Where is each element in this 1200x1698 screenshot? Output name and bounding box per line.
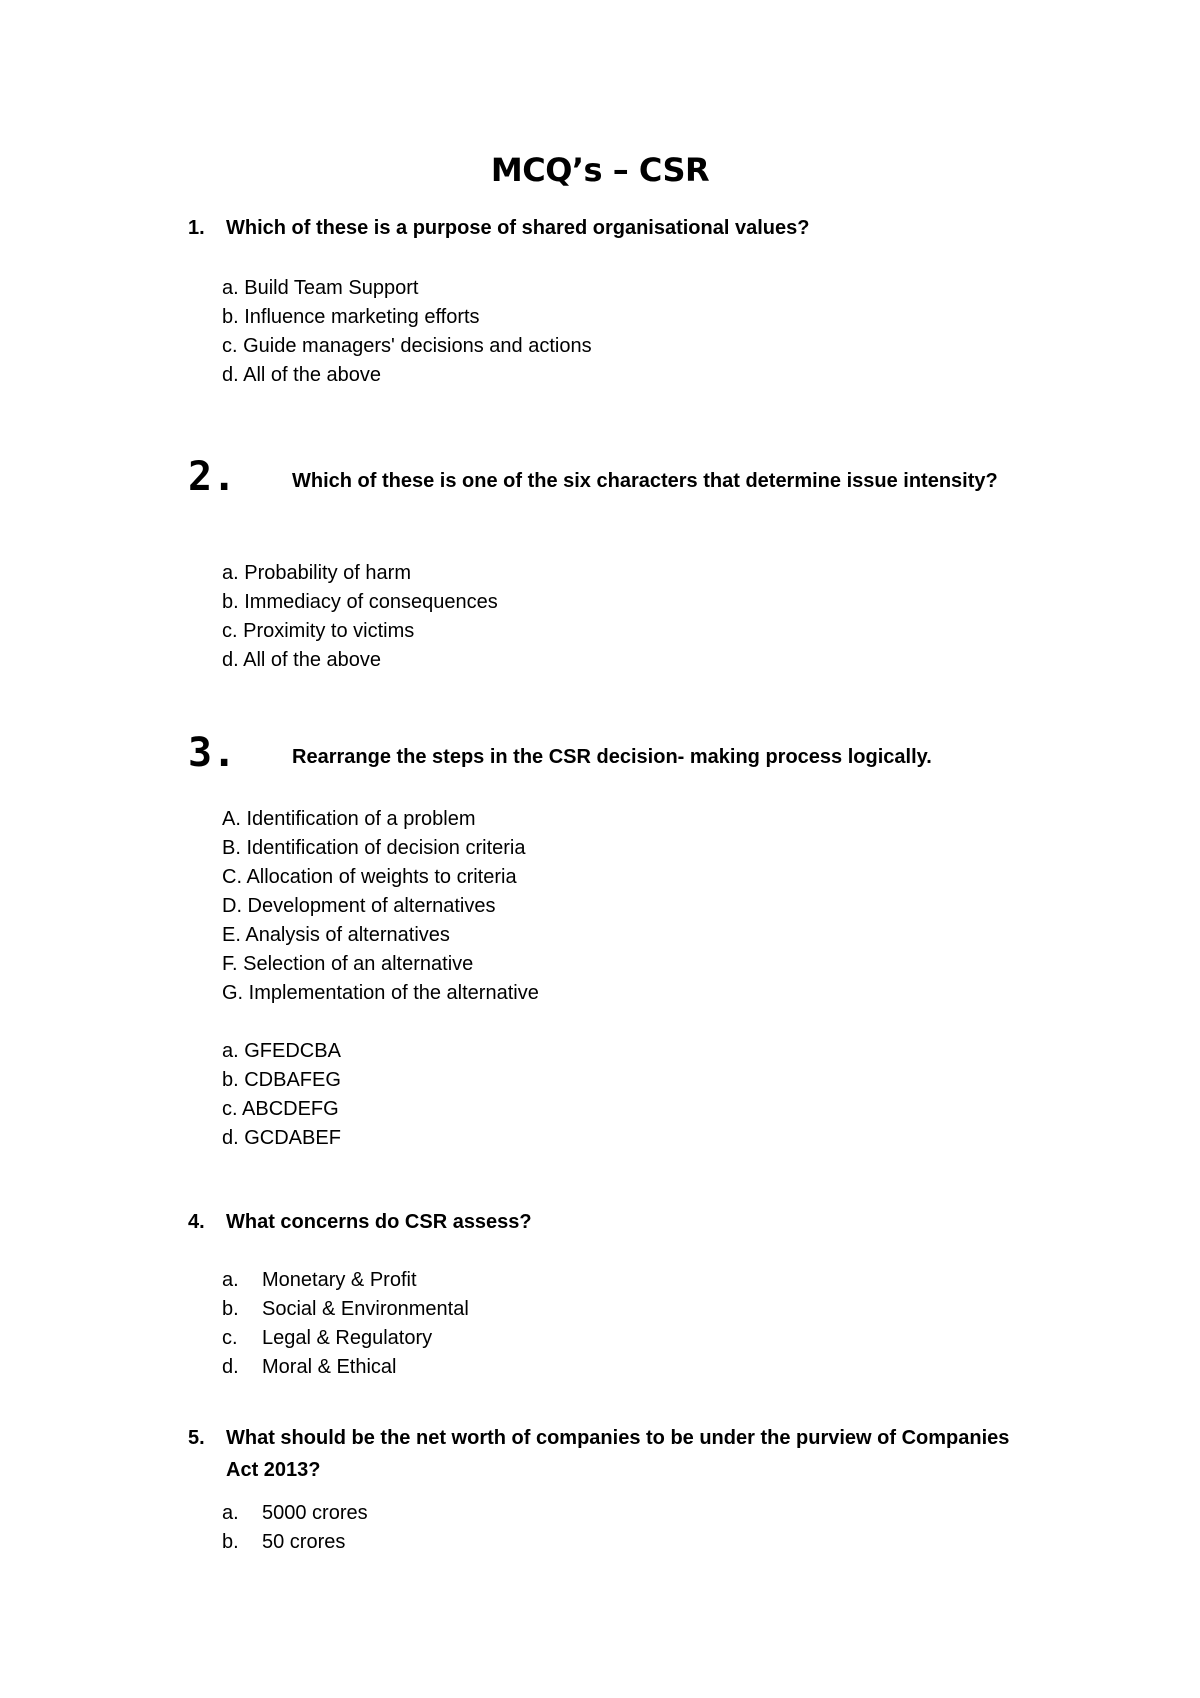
option-item: b. Immediacy of consequences xyxy=(222,591,498,613)
option-item: d. All of the above xyxy=(222,364,382,386)
option-text: Legal & Regulatory xyxy=(262,1327,433,1349)
step-item: B. Identification of decision criteria xyxy=(222,837,526,859)
option-item: a. GFEDCBA xyxy=(222,1040,341,1062)
option-item xyxy=(222,1295,469,1324)
option-item xyxy=(222,1353,469,1382)
option-letter: b. xyxy=(222,1298,239,1320)
question-3-text: Rearrange the steps in the CSR decision- making process logically. xyxy=(292,746,932,768)
step-item: E. Analysis of alternatives xyxy=(222,924,450,946)
step-item: F. Selection of an alternative xyxy=(222,953,474,975)
option-text: Moral & Ethical xyxy=(262,1356,397,1378)
question-2-text: Which of these is one of the six characters that determine issue intensity? xyxy=(292,470,998,492)
question-5-options xyxy=(222,1499,368,1557)
option-text: Social & Environmental xyxy=(262,1298,469,1320)
question-1-number: 1. xyxy=(188,217,205,239)
option-item: c. Proximity to victims xyxy=(222,620,415,642)
option-item xyxy=(222,1266,469,1295)
option-item xyxy=(222,1499,368,1528)
question-3-options xyxy=(222,1037,341,1153)
question-3-number: 3. xyxy=(188,730,237,776)
question-1-text: Which of these is a purpose of shared organisational values? xyxy=(226,217,810,239)
option-text: 5000 crores xyxy=(262,1502,368,1524)
question-2-options xyxy=(222,559,498,675)
option-item: b. CDBAFEG xyxy=(222,1069,341,1091)
page-title: MCQ’s – CSR xyxy=(490,151,710,189)
question-3-steps xyxy=(222,805,539,1008)
option-item: c. Guide managers' decisions and actions xyxy=(222,335,592,357)
option-item: a. Probability of harm xyxy=(222,562,411,584)
question-4-options xyxy=(222,1266,469,1382)
step-item: G. Implementation of the alternative xyxy=(222,982,539,1004)
question-4-number: 4. xyxy=(188,1211,205,1233)
option-letter: a. xyxy=(222,1269,239,1291)
question-2-number: 2. xyxy=(188,454,237,500)
option-item: a. Build Team Support xyxy=(222,277,419,299)
option-item xyxy=(222,1324,469,1353)
question-5-text: What should be the net worth of companies to be under the purview of Companies Act 2013? xyxy=(226,1427,1010,1481)
question-4-text: What concerns do CSR assess? xyxy=(226,1211,532,1233)
option-letter: d. xyxy=(222,1356,239,1378)
question-1-options xyxy=(222,274,592,390)
option-item: c. ABCDEFG xyxy=(222,1098,339,1120)
option-letter: b. xyxy=(222,1531,239,1553)
option-text: Monetary & Profit xyxy=(262,1269,417,1291)
option-letter: c. xyxy=(222,1327,238,1349)
option-text: 50 crores xyxy=(262,1531,346,1553)
option-letter: a. xyxy=(222,1502,239,1524)
option-item: d. All of the above xyxy=(222,649,382,671)
question-5-number: 5. xyxy=(188,1427,205,1449)
step-item: A. Identification of a problem xyxy=(222,808,476,830)
step-item: D. Development of alternatives xyxy=(222,895,496,917)
option-item xyxy=(222,1528,368,1557)
option-item: d. GCDABEF xyxy=(222,1127,341,1149)
option-item: b. Influence marketing efforts xyxy=(222,306,480,328)
step-item: C. Allocation of weights to criteria xyxy=(222,866,517,888)
